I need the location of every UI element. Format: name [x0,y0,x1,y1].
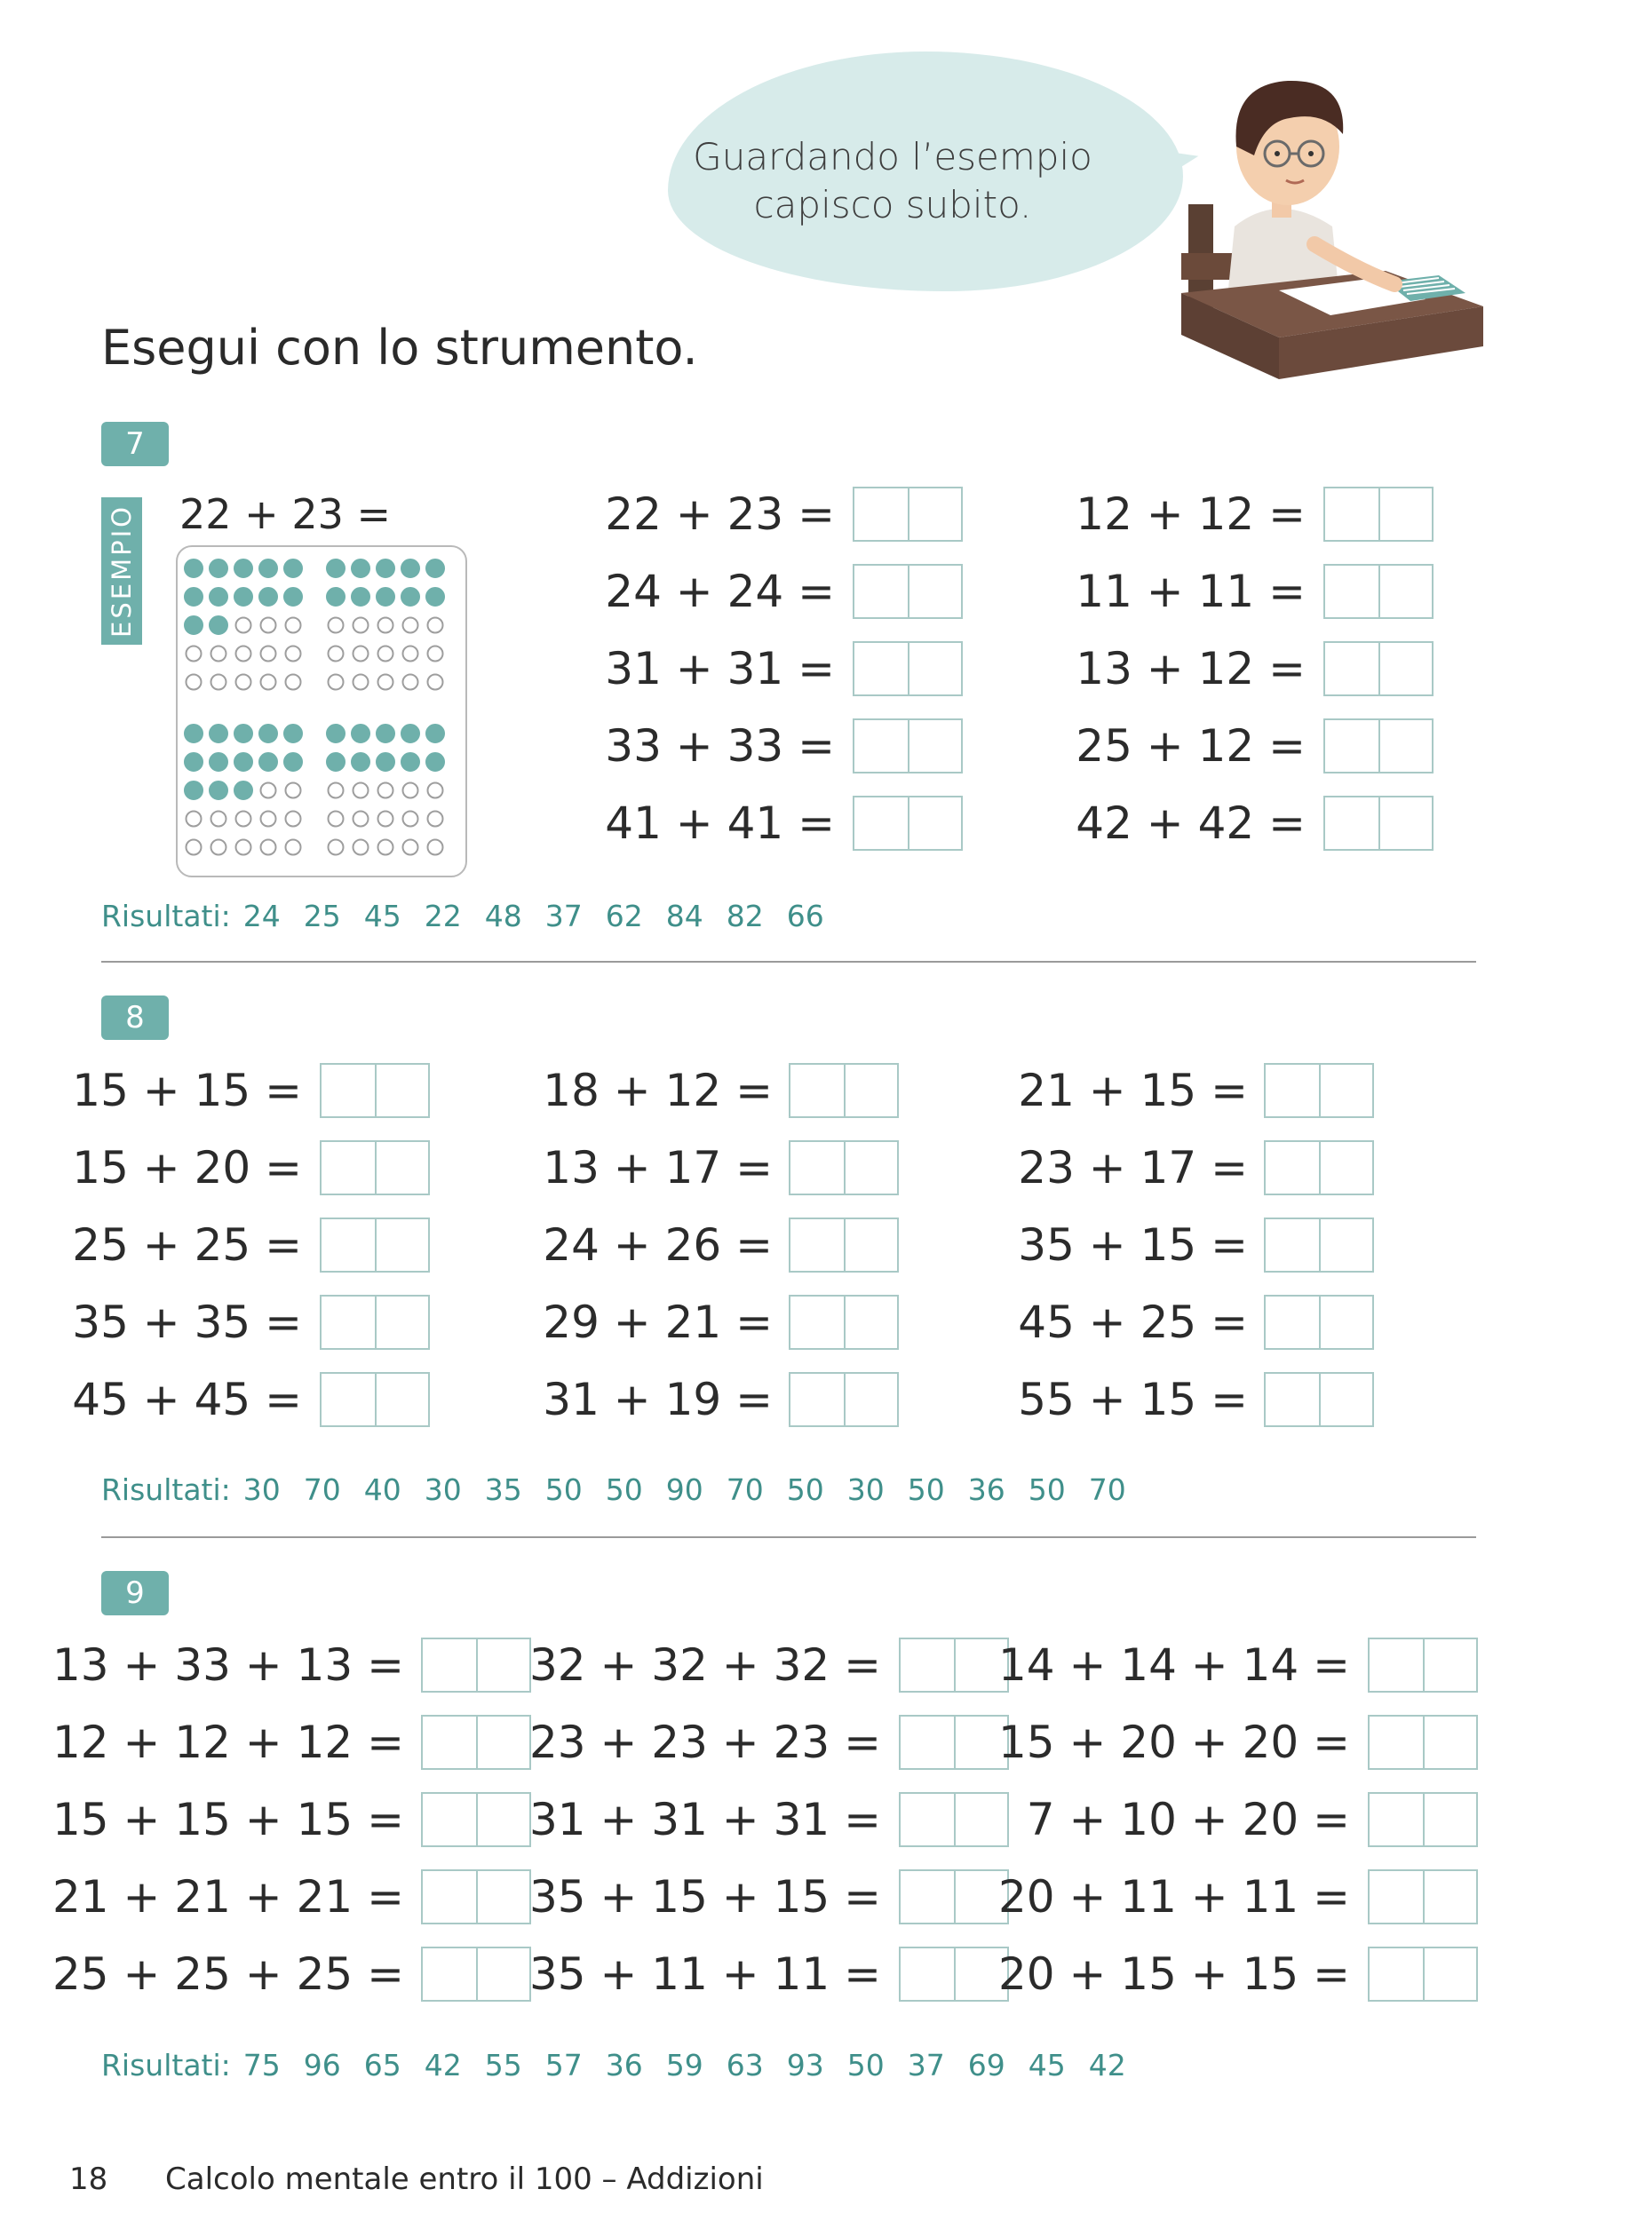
equation-expression: 15 + 20 = [72,1142,302,1194]
answer-box[interactable] [1368,1947,1478,2002]
section-divider [101,1536,1476,1538]
empty-dot [187,646,202,662]
filled-dot [401,725,419,742]
empty-dot [403,783,418,798]
filled-dot [185,588,203,606]
equation-expression: 32 + 32 + 32 = [528,1639,881,1691]
result-value: 22 [424,899,462,933]
answer-box[interactable] [789,1063,899,1118]
filled-dot [284,559,302,577]
example-tab [101,497,142,645]
filled-dot [284,588,302,606]
answer-box[interactable] [1368,1869,1478,1924]
filled-dot [259,753,277,771]
results-line [101,1472,1149,1507]
filled-dot [185,781,203,799]
equation-expression: 25 + 12 = [1076,720,1306,772]
empty-dot [403,840,418,855]
result-value: 50 [907,1472,945,1507]
filled-dot [426,753,444,771]
result-value: 42 [1088,2048,1126,2082]
filled-dot [210,753,227,771]
empty-dot [211,812,226,827]
result-value: 30 [242,1472,281,1507]
answer-box[interactable] [421,1869,531,1924]
empty-dot [378,646,393,662]
result-value: 57 [544,2048,583,2082]
empty-dot [236,618,251,633]
answer-box[interactable] [899,1792,1009,1847]
result-value: 30 [846,1472,885,1507]
filled-dot [327,753,345,771]
equation-expression: 35 + 15 = [1018,1219,1248,1271]
equation-expression: 13 + 12 = [1076,643,1306,694]
equation-expression: 21 + 21 + 21 = [52,1871,404,1923]
answer-box[interactable] [789,1295,899,1350]
answer-box[interactable] [421,1638,531,1693]
result-value: 55 [484,2048,522,2082]
child-at-desk-illustration [1172,49,1492,395]
filled-dot [352,753,369,771]
equation-expression: 24 + 24 = [605,566,835,617]
empty-dot [286,840,301,855]
empty-dot [353,812,369,827]
empty-dot [403,675,418,690]
answer-box[interactable] [853,564,963,619]
empty-dot [403,646,418,662]
filled-dot [210,781,227,799]
section-divider [101,961,1476,963]
empty-dot [378,840,393,855]
filled-dot [234,781,252,799]
empty-dot [187,812,202,827]
answer-box[interactable] [1323,487,1434,542]
empty-dot [428,783,443,798]
result-value: 70 [726,1472,764,1507]
result-value: 62 [605,899,643,933]
filled-dot [234,588,252,606]
answer-box[interactable] [1323,718,1434,773]
equation-expression: 13 + 33 + 13 = [52,1639,404,1691]
empty-dot [286,646,301,662]
result-value: 50 [846,2048,885,2082]
equation-expression: 12 + 12 = [1076,488,1306,540]
empty-dot [353,646,369,662]
answer-box[interactable] [320,1140,430,1195]
empty-dot [286,812,301,827]
equation-expression: 20 + 15 + 15 = [997,1948,1350,2000]
empty-dot [236,812,251,827]
filled-dot [210,616,227,634]
equation-expression: 29 + 21 = [543,1297,773,1348]
empty-dot [329,783,344,798]
result-value: 69 [967,2048,1005,2082]
result-value: 45 [363,899,401,933]
result-value: 42 [424,2048,462,2082]
empty-dot [428,840,443,855]
result-value: 66 [786,899,824,933]
empty-dot [403,618,418,633]
results-label: Risultati: [101,2048,231,2082]
empty-dot [329,812,344,827]
exercise-number-badge: 7 [101,422,169,466]
filled-dot [426,588,444,606]
empty-dot [353,675,369,690]
result-value: 35 [484,1472,522,1507]
empty-dot [286,618,301,633]
answer-box[interactable] [1264,1372,1374,1427]
filled-dot [426,559,444,577]
result-value: 75 [242,2048,281,2082]
result-value: 50 [1028,1472,1066,1507]
page-number: 18 [69,2162,108,2197]
answer-box[interactable] [1368,1715,1478,1770]
filled-dot [352,725,369,742]
answer-box[interactable] [853,641,963,696]
equation-expression: 23 + 23 + 23 = [528,1717,881,1768]
exercise-number-badge: 8 [101,996,169,1040]
equation-expression: 35 + 35 = [72,1297,302,1348]
answer-box[interactable] [1264,1218,1374,1273]
result-value: 50 [786,1472,824,1507]
equation-expression: 20 + 11 + 11 = [997,1871,1350,1923]
footer-title: Calcolo mentale entro il 100 – Addizioni [165,2162,764,2197]
answer-box[interactable] [899,1947,1009,2002]
empty-dot [236,646,251,662]
empty-dot [187,840,202,855]
answer-box[interactable] [1368,1638,1478,1693]
result-value: 25 [303,899,341,933]
equation-expression: 15 + 15 = [72,1065,302,1116]
dot-grid-drawing [178,547,465,876]
results-label: Risultati: [101,899,231,933]
equation-expression: 25 + 25 + 25 = [52,1948,404,2000]
equation-expression: 31 + 19 = [543,1374,773,1425]
answer-box[interactable] [1323,564,1434,619]
speech-line-2: capisco subito. [753,183,1032,226]
result-value: 70 [303,1472,341,1507]
equation-expression: 12 + 12 + 12 = [52,1717,404,1768]
empty-dot [428,646,443,662]
filled-dot [426,725,444,742]
answer-box[interactable] [789,1372,899,1427]
empty-dot [211,646,226,662]
answer-box[interactable] [899,1638,1009,1693]
filled-dot [210,559,227,577]
empty-dot [286,783,301,798]
empty-dot [261,618,276,633]
result-value: 36 [967,1472,1005,1507]
filled-dot [234,725,252,742]
filled-dot [327,725,345,742]
empty-dot [353,783,369,798]
empty-dot [261,646,276,662]
speech-line-1: Guardando l’esempio [693,135,1092,178]
filled-dot [401,559,419,577]
results-line [101,899,847,933]
instruction-text: Esegui con lo strumento. [101,320,698,376]
empty-dot [378,618,393,633]
equation-expression: 35 + 11 + 11 = [528,1948,881,2000]
empty-dot [378,812,393,827]
empty-dot [236,675,251,690]
result-value: 59 [665,2048,703,2082]
equation-expression: 41 + 41 = [605,797,835,849]
filled-dot [185,725,203,742]
filled-dot [210,725,227,742]
filled-dot [210,588,227,606]
equation-expression: 11 + 11 = [1076,566,1306,617]
filled-dot [234,753,252,771]
results-label: Risultati: [101,1472,231,1507]
empty-dot [261,783,276,798]
result-value: 24 [242,899,281,933]
empty-dot [403,812,418,827]
filled-dot [377,725,394,742]
equation-expression: 25 + 25 = [72,1219,302,1271]
equation-expression: 33 + 33 = [605,720,835,772]
result-value: 96 [303,2048,341,2082]
answer-box[interactable] [789,1218,899,1273]
empty-dot [329,675,344,690]
equation-expression: 31 + 31 = [605,643,835,694]
abacus-dot-grid [176,545,467,877]
filled-dot [327,559,345,577]
equation-expression: 42 + 42 = [1076,797,1306,849]
filled-dot [401,753,419,771]
answer-box[interactable] [1264,1295,1374,1350]
empty-dot [329,618,344,633]
equation-expression: 15 + 20 + 20 = [997,1717,1350,1768]
filled-dot [401,588,419,606]
answer-box[interactable] [320,1063,430,1118]
empty-dot [211,675,226,690]
empty-dot [378,675,393,690]
empty-dot [261,812,276,827]
filled-dot [259,725,277,742]
equation-expression: 45 + 25 = [1018,1297,1248,1348]
equation-expression: 13 + 17 = [543,1142,773,1194]
filled-dot [185,559,203,577]
empty-dot [187,675,202,690]
empty-dot [211,840,226,855]
equation-expression: 7 + 10 + 20 = [1026,1794,1350,1845]
empty-dot [329,840,344,855]
equation-expression: 21 + 15 = [1018,1065,1248,1116]
result-value: 40 [363,1472,401,1507]
equation-expression: 31 + 31 + 31 = [528,1794,881,1845]
answer-box[interactable] [853,796,963,851]
answer-box[interactable] [421,1715,531,1770]
empty-dot [428,618,443,633]
answer-box[interactable] [320,1295,430,1350]
answer-box[interactable] [320,1218,430,1273]
exercise-number-badge: 9 [101,1571,169,1615]
result-value: 50 [544,1472,583,1507]
answer-box[interactable] [320,1372,430,1427]
empty-dot [329,646,344,662]
answer-box[interactable] [853,487,963,542]
empty-dot [236,840,251,855]
filled-dot [377,588,394,606]
equation-expression: 14 + 14 + 14 = [997,1639,1350,1691]
result-value: 93 [786,2048,824,2082]
empty-dot [378,783,393,798]
equation-expression: 24 + 26 = [543,1219,773,1271]
result-value: 82 [726,899,764,933]
equation-expression: 23 + 17 = [1018,1142,1248,1194]
result-value: 63 [726,2048,764,2082]
answer-box[interactable] [1368,1792,1478,1847]
speech-bubble-text [684,133,1101,229]
answer-box[interactable] [853,718,963,773]
result-value: 37 [907,2048,945,2082]
filled-dot [234,559,252,577]
filled-dot [377,559,394,577]
equation-expression: 18 + 12 = [543,1065,773,1116]
result-value: 90 [665,1472,703,1507]
answer-box[interactable] [1323,796,1434,851]
result-value: 36 [605,2048,643,2082]
empty-dot [428,675,443,690]
answer-box[interactable] [899,1715,1009,1770]
filled-dot [259,559,277,577]
equation-expression: 55 + 15 = [1018,1374,1248,1425]
empty-dot [353,618,369,633]
equation-expression: 45 + 45 = [72,1374,302,1425]
result-value: 37 [544,899,583,933]
answer-box[interactable] [899,1869,1009,1924]
empty-dot [353,840,369,855]
result-value: 84 [665,899,703,933]
filled-dot [352,559,369,577]
example-expression: 22 + 23 = [179,490,392,538]
answer-box[interactable] [789,1140,899,1195]
result-value: 50 [605,1472,643,1507]
answer-box[interactable] [421,1947,531,2002]
answer-box[interactable] [1264,1063,1374,1118]
result-value: 70 [1088,1472,1126,1507]
answer-box[interactable] [421,1792,531,1847]
filled-dot [185,753,203,771]
filled-dot [284,725,302,742]
empty-dot [261,675,276,690]
results-line [101,2048,1149,2082]
empty-dot [286,675,301,690]
filled-dot [259,588,277,606]
filled-dot [284,753,302,771]
filled-dot [185,616,203,634]
filled-dot [377,753,394,771]
result-value: 45 [1028,2048,1066,2082]
empty-dot [428,812,443,827]
example-tab-label: ESEMPIO [107,504,137,638]
answer-box[interactable] [1264,1140,1374,1195]
filled-dot [352,588,369,606]
result-value: 48 [484,899,522,933]
answer-box[interactable] [1323,641,1434,696]
empty-dot [261,840,276,855]
filled-dot [327,588,345,606]
result-value: 65 [363,2048,401,2082]
result-value: 30 [424,1472,462,1507]
equation-expression: 15 + 15 + 15 = [52,1794,404,1845]
equation-expression: 35 + 15 + 15 = [528,1871,881,1923]
equation-expression: 22 + 23 = [605,488,835,540]
